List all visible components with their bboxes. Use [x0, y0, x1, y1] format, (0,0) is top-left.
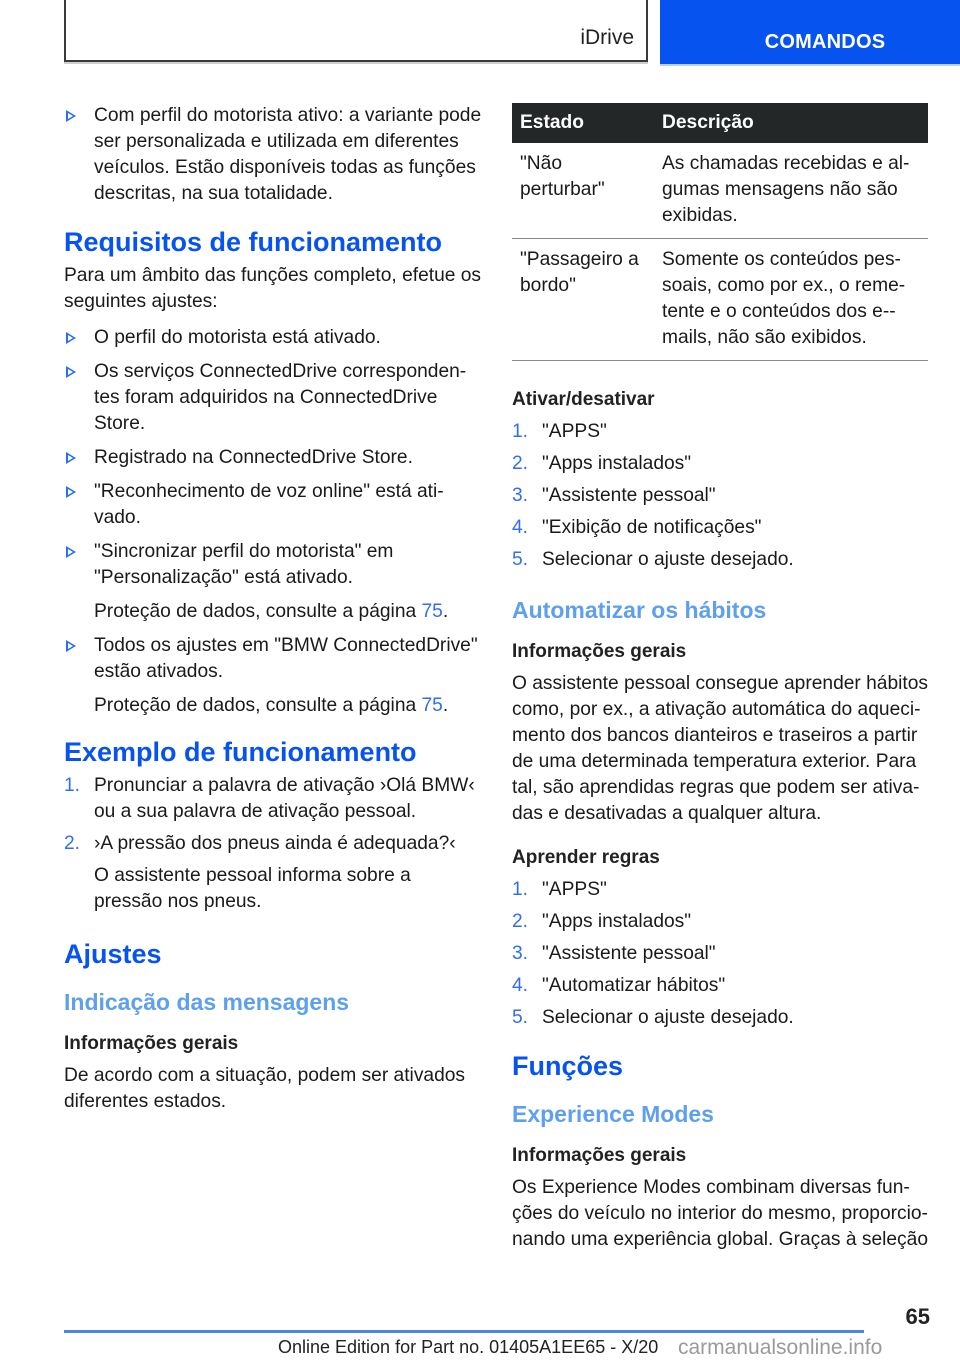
numbered-step: 5. Selecionar o ajuste desejado.: [512, 1007, 794, 1028]
heading-aprender-regras: Aprender regras: [512, 847, 660, 868]
bullet-item: Todos os ajustes em "BMW ConnectedDrive" estão ativados.: [64, 633, 484, 685]
heading-funcoes: Funções: [512, 1051, 624, 1081]
step-note: O assistente pessoal informa sobre a pressão nos pneus.: [94, 865, 411, 912]
numbered-step: 3. "Assistente pessoal": [512, 485, 716, 506]
page-link[interactable]: 75: [421, 695, 443, 716]
requisitos-intro: Para um âmbito das funções completo, efetue os seguintes ajustes:: [64, 265, 482, 312]
numbered-step: 2. "Apps instalados": [512, 911, 692, 932]
table-cell-state: "Passageiro a bordo": [512, 239, 654, 361]
data-protection-xref: Proteção de dados, consulte a página 75.: [94, 695, 449, 716]
heading-exemplo: Exemplo de funcionamento: [64, 737, 417, 767]
table-cell-description: As chamadas recebidas e al-gumas mensagens não são exibidas.: [654, 143, 928, 239]
subheading-automatizar: Automatizar os hábitos: [512, 597, 767, 623]
watermark: carmanualsonline.info: [678, 1336, 883, 1359]
triangle-bullet-icon: [66, 486, 76, 498]
heading-ativar: Ativar/desativar: [512, 389, 655, 410]
numbered-step: 4. "Automatizar hábitos": [512, 975, 726, 996]
triangle-bullet-icon: [66, 366, 76, 378]
bullet-item: "Sincronizar perfil do motorista" em "Personalização" está ativado.: [64, 539, 484, 591]
info-heading: Informações gerais: [512, 1145, 687, 1166]
heading-ajustes: Ajustes: [64, 939, 162, 969]
right-column: [512, 103, 928, 1253]
numbered-step: 1. "APPS": [512, 421, 607, 442]
section-label: iDrive: [580, 26, 634, 49]
states-table: [512, 103, 928, 361]
numbered-step: 1. "APPS": [512, 879, 607, 900]
numbered-step: 4. "Exibição de notificações": [512, 517, 762, 538]
numbered-step: 1. Pronunciar a palavra de ativação ›Olá BMW‹ ou a sua palavra de ativação pessoal.: [64, 775, 475, 822]
info-text: Os Experience Modes combinam diversas fun-ções do veículo no interior do mesmo, proporcio-nando uma experiência global. Graças à seleção: [512, 1177, 928, 1250]
triangle-bullet-icon: [66, 546, 76, 558]
chapter-header-tab: [660, 0, 960, 64]
edition-text: Online Edition for Part no. 01405A1EE65 - X/20: [278, 1337, 659, 1357]
bullet-item: Registrado na ConnectedDrive Store.: [64, 445, 484, 471]
numbered-step: 3. "Assistente pessoal": [512, 943, 716, 964]
section-header-box: [64, 0, 648, 62]
heading-requisitos: Requisitos de funcionamento: [64, 227, 443, 257]
table-cell-state: "Não perturbar": [512, 143, 654, 239]
page-number: 65: [905, 1304, 930, 1329]
triangle-bullet-icon: [66, 452, 76, 464]
numbered-step: 2. "Apps instalados": [512, 453, 692, 474]
numbered-step: 2. ›A pressão dos pneus ainda é adequada?‹: [64, 833, 456, 854]
bullet-item: "Reconhecimento de voz online" está ati-vado.: [64, 479, 484, 531]
triangle-bullet-icon: [66, 110, 76, 122]
info-heading: Informações gerais: [64, 1033, 239, 1054]
footer-divider: [64, 1330, 864, 1333]
info-heading: Informações gerais: [512, 641, 687, 662]
table-row: [512, 239, 928, 361]
left-column: [64, 103, 484, 1115]
column-header-estado: Estado: [512, 103, 654, 143]
data-protection-xref: Proteção de dados, consulte a página 75.: [94, 601, 449, 622]
info-text: O assistente pessoal consegue aprender hábitos como, por ex., a ativação automática do aqueci-mento dos bancos dianteiros e traseiros a partir de uma determinada temperatura exterior. Para tal, são aprendidas regras que podem ser ativa-das e desativadas a qualquer altura.: [512, 673, 928, 824]
column-header-descricao: Descrição: [654, 103, 928, 143]
table-header-row: [512, 103, 928, 143]
bullet-item: Os serviços ConnectedDrive corresponden-tes foram adquiridos na ConnectedDrive Store.: [64, 359, 484, 437]
triangle-bullet-icon: [66, 332, 76, 344]
chapter-label: COMANDOS: [764, 31, 886, 53]
triangle-bullet-icon: [66, 640, 76, 652]
bullet-item: Com perfil do motorista ativo: a variante pode ser personalizada e utilizada em diferentes veículos. Estão disponíveis todas as funções descritas, na sua totalidade.: [64, 103, 484, 207]
bullet-item: O perfil do motorista está ativado.: [64, 325, 484, 351]
page-link[interactable]: 75: [421, 601, 443, 622]
table-row: [512, 143, 928, 239]
info-text: De acordo com a situação, podem ser ativados diferentes estados.: [64, 1065, 466, 1112]
subheading-experience-modes: Experience Modes: [512, 1101, 714, 1127]
table-cell-description: Somente os conteúdos pes-soais, como por ex., o reme-tente e o conteúdos dos e--mails, não são exibidos.: [654, 239, 928, 361]
numbered-step: 5. Selecionar o ajuste desejado.: [512, 549, 794, 570]
subheading-indicacao: Indicação das mensagens: [64, 989, 350, 1015]
